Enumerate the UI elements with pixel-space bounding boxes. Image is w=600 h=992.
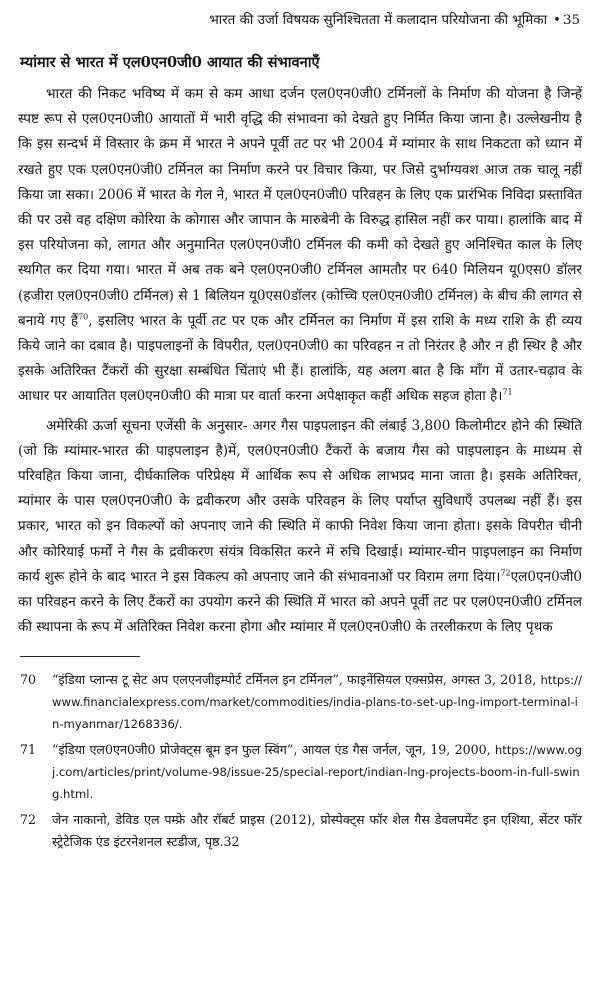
paragraph-text: एल0एन0जी0 का परिवहन करने के लिए टैंकरों का उपयोग करने की स्थिति में भारत को अपने पूर्वी तट पर एल0एन0जी0 टर्मिनल की स्थापना के रूप में अतिरिक्त निवेश करना होगा और म्यांमार में एल0एन0जी0 के तरलीकरण के लिए पृथक [18, 568, 582, 636]
footnote-number: 70 [20, 672, 37, 688]
body-paragraph-2 [14, 414, 582, 641]
section-heading: म्यांमार से भारत में एल0एन0जी0 आयात की संभावनाएँ [20, 54, 320, 71]
footnote-url[interactable]: https://www.financialexpress.com/market/commodities/india-plans-to-set-up-lng-import-terminal-in-myanmar/1268336/. [52, 673, 582, 732]
footnote-ref-72[interactable]: 72 [500, 568, 511, 578]
footnote-divider [20, 656, 140, 657]
footnote-citation: “इंडिया प्लान्स टू सेट अप एलएनजीइम्पोर्ट टर्मिनल इन टर्मिनल”, फाइनेंसियल एक्सप्रेस, अगस्त 3, 2018, [52, 672, 537, 688]
footnote-71 [18, 739, 582, 805]
footnote-70 [18, 669, 582, 735]
footnote-text [52, 739, 582, 805]
footnotes [14, 669, 582, 853]
body-paragraph-1 [14, 82, 582, 410]
footnote-citation: जेन नाकानो, डेविड एल पम्फ्रे और रॉबर्ट प्राइस (2012), प्रोस्पेक्ट्स फॉर शेल गैस डेवलपमेंट इन एशिया, सेंटर फॉर स्ट्रेटेजिक एंड इंटरनेशनल स्टडीज, पृष्ठ.32 [52, 812, 582, 850]
footnote-number: 72 [20, 812, 37, 828]
paragraph-text: भारत की निकट भविष्य में कम से कम आधा दर्जन एल0एन0जी0 टर्मिनलों के निर्माण की योजना है जिन्हें स्पष्ट रूप से एल0एन0जी0 आयातों में भारी वृद्धि की संभावना को देखते हुए निर्मित किया जाना है। उल्लेखनीय है कि इस सन्दर्भ में विस्तार के क्रम में भारत ने अपने पूर्वी तट पर भी 2004 में म्यांमार के साथ निकटता को ध्यान में रखते हुए एक एल0एन0जी0 टर्मिनल का निर्माण करने पर विचार किया, पर जिसे दुर्भाग्यवश आज तक चालू नहीं किया जा सका। 2006 में भारत के गेल ने, भारत में एल0एन0जी0 परिवहन के लिए एक प्रारंभिक निविदा प्रस्तावित की पर उसे वह दक्षिण कोरिया के कोगास और जापान के मारुबेनी के विरुद्ध हासिल नहीं कर पाया। हालांकि बाद में इस परियोजना को, लागत और अनुमानित एल0एन0जी0 टर्मिनल की कमी को देखते हुए अनिश्चित काल के लिए स्थगित कर दिया गया। भारत में अब तक बने एल0एन0जी0 टर्मिनल आमतौर पर 640 मिलियन यू0एस0 डॉलर (हजीरा एल0एन0जी0 टर्मिनल) से 1 बिलियन यू0एस0डॉलर (कोच्चि एल0एन0जी0 टर्मिनल) के बीच की लागत से बनाये गए हैं [18, 86, 582, 329]
footnote-citation: “इंडिया एल0एन0जी0 प्रोजेक्ट्स बूम इन फुल स्विंग”, आयल एंड गैस जर्नल, जून, 19, 2000, [52, 742, 491, 758]
footnote-number: 71 [20, 742, 37, 758]
footnote-text [52, 809, 582, 853]
footnote-72 [18, 809, 582, 853]
page-number: 35 [562, 13, 580, 28]
footnote-ref-70[interactable]: 70 [78, 312, 89, 322]
footnote-ref-71[interactable]: 71 [502, 387, 513, 397]
paragraph-text: , इसलिए भारत के पूर्वी तट पर एक और टर्मिनल का निर्माण में इस राशि के मध्य राशि के ही व्यय किये जाने का दबाव है। पाइपलाइनों के विपरीत, एल0एन0जी0 का परिवहन न तो निरंतर है और न ही स्थिर है और इसके अतिरिक्त टैंकरों की सुरक्षा सम्बंधित चिंताएं भी हैं। हालांकि, यह अलग बात है कि माँग में उतार-चढ़ाव के आधार पर आयातित एल0एन0जी0 की मात्रा पर वार्ता करना अपेक्षाकृत कहीं अधिक सहज होता है। [18, 312, 582, 405]
paragraph-text: अमेरिकी ऊर्जा सूचना एजेंसी के अनुसार- अगर गैस पाइपलाइन की लंबाई 3,800 किलोमीटर होने की स्थिति (जो कि म्यांमार-भारत की पाइपलाइन है)में, एल0एन0जी0 टैंकरों के बजाय गैस को पाइपलाइन के माध्यम से परिवहित किया जाना, दीर्घकालिक परिप्रेक्ष्य में आर्थिक रूप से अधिक लाभप्रद माना जाता है। इसके अतिरिक्त, म्यांमार के पास एल0एन0जी0 के द्रवीकरण और उसके परिवहन के लिए पर्याप्त सुविधाएँ उपलब्ध नहीं हैं। इस प्रकार, भारत को इन विकल्पों को अपनाए जाने की स्थिति में काफी निवेश किया जाना होता। इसके विपरीत चीनी और कोरियाई फर्मों ने गैस के द्रवीकरण संयंत्र विकसित करने में रुचि दिखाई। म्यांमार-चीन पाइपलाइन का निर्माण कार्य शुरू होने के बाद भारत ने इस विकल्प को अपनाए जाने की संभावनाओं पर विराम लगा दिया। [18, 417, 582, 585]
header-bullet: • [553, 13, 561, 28]
footnote-url[interactable]: https://www.ogj.com/articles/print/volume-98/issue-25/special-report/indian-lng-projects-boom-in-full-swing.html. [52, 743, 582, 802]
footnote-text [52, 669, 582, 735]
running-header [14, 10, 582, 32]
running-title: भारत की उर्जा विषयक सुनिश्चितता में कलादान परियोजना की भूमिका [209, 13, 548, 28]
